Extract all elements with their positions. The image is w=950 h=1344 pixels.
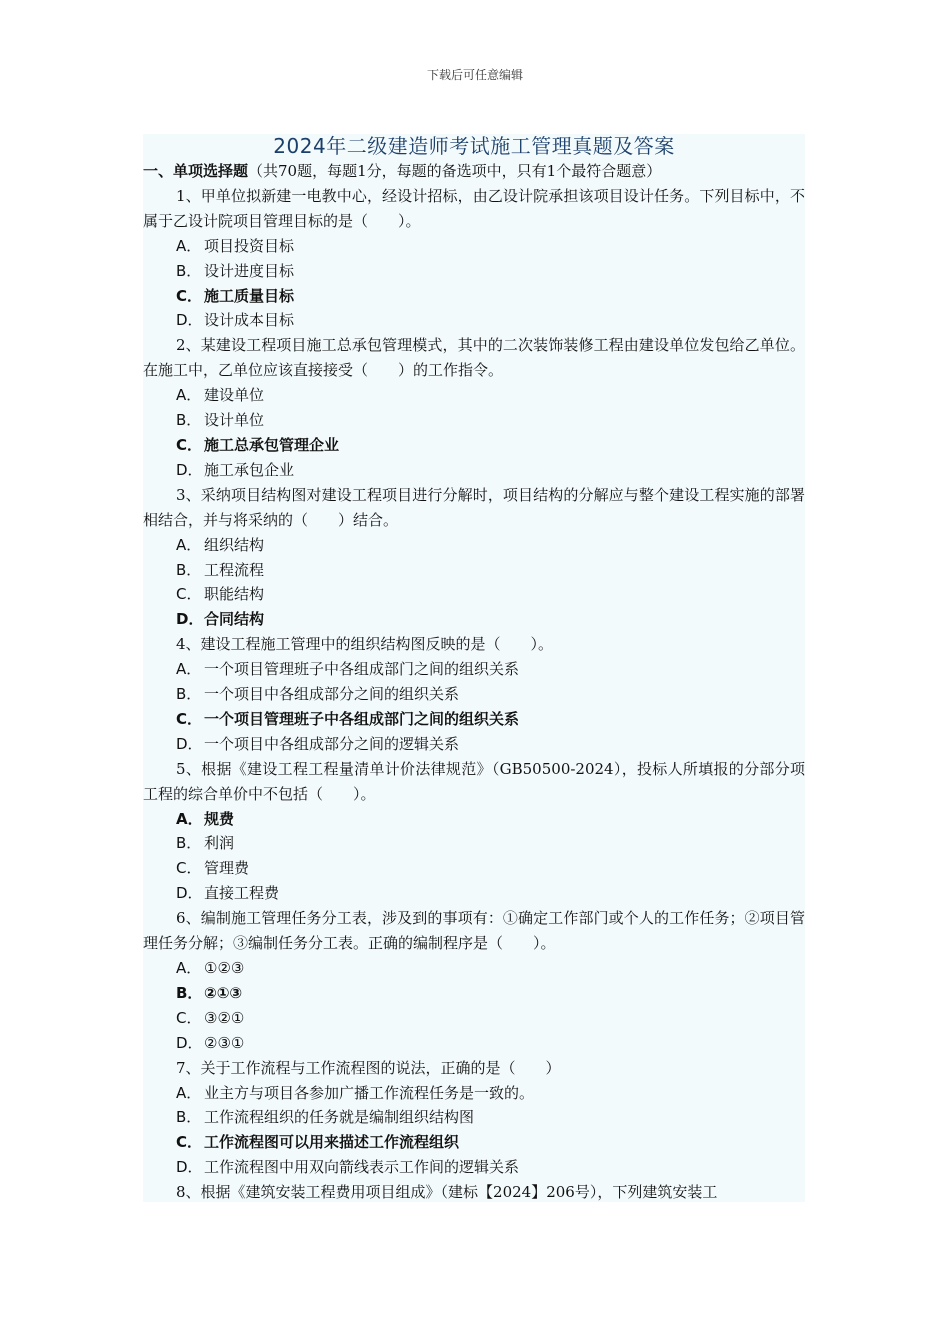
answer-option [143, 881, 805, 906]
option-text: 施工承包企业 [204, 460, 295, 479]
answer-option [143, 558, 805, 583]
option-letter: B． [176, 560, 202, 579]
option-letter: D． [176, 610, 204, 629]
answer-option [143, 956, 805, 981]
question-stem: 5、根据《建设工程工程量清单计价法律规范》（GB50500-2024），投标人所填报的分部分项工程的综合单价中不包括（ ）。 [143, 759, 805, 803]
option-text: 施工质量目标 [204, 286, 295, 305]
question-stem: 2、某建设工程项目施工总承包管理模式，其中的二次装饰装修工程由建设单位发包给乙单位。在施工中，乙单位应该直接接受（ ）的工作指令。 [143, 336, 805, 380]
option-letter: D． [176, 884, 203, 903]
answer-option [143, 856, 805, 881]
option-text: 合同结构 [204, 610, 265, 629]
option-text: 一个项目中各组成部分之间的组织关系 [204, 685, 460, 704]
option-letter: C． [176, 286, 203, 305]
answer-option [143, 657, 805, 682]
answer-option-correct [143, 284, 805, 309]
option-letter: A． [176, 386, 202, 405]
option-letter: D． [176, 311, 203, 330]
option-text: 设计成本目标 [204, 311, 295, 330]
option-letter: D． [176, 734, 203, 753]
option-letter: B． [176, 411, 202, 430]
header-note: 下载后可任意编辑 [426, 68, 523, 82]
option-letter: C． [176, 585, 202, 604]
question-stem: 8、根据《建筑安装工程费用项目组成》（建标【2024】206号），下列建筑安装工 [176, 1183, 718, 1202]
answer-option-correct [143, 707, 805, 732]
option-letter: C． [176, 435, 203, 454]
option-text: ②①③ [204, 983, 243, 1002]
option-text: 工程流程 [204, 560, 265, 579]
answer-option-correct [143, 1130, 805, 1155]
section-heading-line [143, 159, 805, 184]
option-letter: A． [176, 809, 203, 828]
option-letter: C． [176, 1133, 203, 1152]
question-stem: 1、甲单位拟新建一电教中心，经设计招标，由乙设计院承担该项目设计任务。下列目标中，不属于乙设计院项目管理目标的是（ ）。 [143, 186, 805, 230]
option-text: 管理费 [204, 859, 250, 878]
option-letter: A． [176, 959, 202, 977]
option-letter: D． [176, 1033, 203, 1052]
option-text: 施工总承包管理企业 [204, 435, 340, 454]
option-text: 工作流程组织的任务就是编制组织结构图 [204, 1108, 475, 1127]
option-text: 业主方与项目各参加广播工作流程任务是一致的。 [204, 1083, 535, 1102]
section-note: （共70题，每题1分，每题的备选项中，只有1个最符合题意） [248, 162, 662, 180]
document-title: 2024年二级建造师考试施工管理真题及答案 [273, 134, 675, 158]
section-heading: 一、单项选择题 [143, 162, 249, 180]
option-letter: B． [176, 983, 203, 1002]
option-text: 一个项目中各组成部分之间的逻辑关系 [204, 734, 460, 753]
answer-option-correct [143, 433, 805, 458]
answer-option [143, 533, 805, 558]
option-letter: B． [176, 1108, 202, 1127]
option-text: 直接工程费 [204, 884, 280, 903]
answer-option [143, 1081, 805, 1106]
answer-option [143, 831, 805, 856]
answer-option [143, 458, 805, 483]
option-text: 一个项目管理班子中各组成部门之间的组织关系 [204, 709, 520, 728]
question-stem: 6、编制施工管理任务分工表，涉及到的事项有：①确定工作部门或个人的工作任务；②项目管理任务分解；③编制任务分工表。正确的编制程序是（ ）。 [143, 909, 805, 953]
option-text: 建设单位 [204, 386, 265, 405]
option-text: 利润 [204, 834, 235, 853]
option-text: 工作流程图中用双向箭线表示工作间的逻辑关系 [204, 1158, 520, 1177]
option-text: 项目投资目标 [204, 236, 295, 255]
option-text: ③②① [204, 1008, 245, 1027]
answer-option [143, 1105, 805, 1130]
option-letter: B． [176, 261, 202, 280]
option-text: ②③① [204, 1033, 245, 1052]
option-letter: D． [176, 1158, 203, 1177]
answer-option [143, 1031, 805, 1056]
option-text: 一个项目管理班子中各组成部门之间的组织关系 [204, 660, 520, 679]
option-letter: C． [176, 859, 202, 878]
answer-option [143, 732, 805, 757]
option-text: ①②③ [204, 959, 245, 977]
option-text: 工作流程图可以用来描述工作流程组织 [204, 1133, 460, 1152]
option-letter: C． [176, 709, 203, 728]
answer-option [143, 408, 805, 433]
option-text: 设计单位 [204, 411, 265, 430]
document-body [143, 134, 805, 1202]
answer-option [143, 259, 805, 284]
answer-option [143, 1006, 805, 1031]
option-letter: D． [176, 460, 203, 479]
option-letter: A． [176, 1083, 202, 1102]
answer-option [143, 1155, 805, 1180]
question-stem: 3、采纳项目结构图对建设工程项目进行分解时，项目结构的分解应与整个建设工程实施的部署相结合，并与将采纳的（ ）结合。 [143, 485, 805, 529]
answer-option [143, 682, 805, 707]
answer-option-correct [143, 607, 805, 632]
answer-option-correct [143, 981, 805, 1006]
answer-option [143, 308, 805, 333]
question-stem: 7、关于工作流程与工作流程图的说法，正确的是（ ） [176, 1058, 561, 1077]
option-text: 设计进度目标 [204, 261, 295, 280]
answer-option [143, 582, 805, 607]
answer-option-correct [143, 807, 805, 832]
option-text: 组织结构 [204, 535, 265, 554]
option-text: 职能结构 [204, 585, 265, 604]
answer-option [143, 383, 805, 408]
option-letter: C． [176, 1008, 202, 1027]
option-letter: B． [176, 834, 202, 853]
option-text: 规费 [204, 809, 235, 828]
option-letter: A． [176, 660, 202, 679]
option-letter: A． [176, 535, 202, 554]
answer-option [143, 234, 805, 259]
question-stem: 4、建设工程施工管理中的组织结构图反映的是（ ）。 [176, 635, 554, 654]
option-letter: A． [176, 236, 202, 255]
option-letter: B． [176, 685, 202, 704]
question-list [143, 184, 805, 1202]
